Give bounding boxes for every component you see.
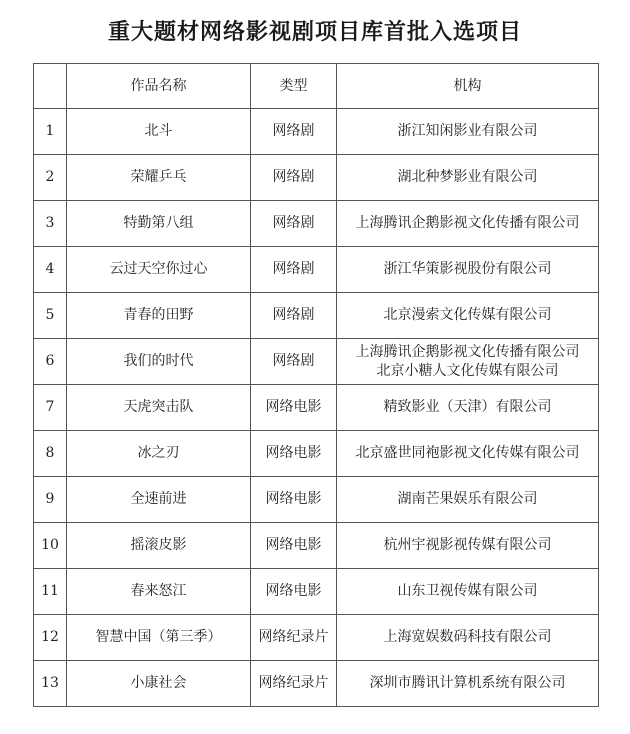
table-row — [34, 569, 599, 615]
cell-number: 3 — [34, 201, 67, 247]
cell-type: 网络纪录片 — [251, 661, 337, 707]
table-header-row — [34, 64, 599, 109]
cell-org — [337, 477, 599, 523]
table-row — [34, 339, 599, 385]
cell-name: 春来怒江 — [67, 569, 251, 615]
cell-name: 智慧中国（第三季） — [67, 615, 251, 661]
cell-org — [337, 661, 599, 707]
cell-type: 网络剧 — [251, 201, 337, 247]
cell-org — [337, 109, 599, 155]
cell-name: 全速前进 — [67, 477, 251, 523]
org-name: 精致影业（天津）有限公司 — [383, 399, 552, 415]
cell-name: 冰之刃 — [67, 431, 251, 477]
cell-type: 网络电影 — [251, 385, 337, 431]
cell-org — [337, 385, 599, 431]
cell-number: 2 — [34, 155, 67, 201]
cell-number: 8 — [34, 431, 67, 477]
cell-org — [337, 155, 599, 201]
table-row — [34, 523, 599, 569]
cell-type: 网络电影 — [251, 523, 337, 569]
cell-number: 9 — [34, 477, 67, 523]
cell-number: 10 — [34, 523, 67, 569]
cell-number: 12 — [34, 615, 67, 661]
cell-org — [337, 431, 599, 477]
table-row — [34, 109, 599, 155]
cell-number: 5 — [34, 293, 67, 339]
cell-type: 网络剧 — [251, 247, 337, 293]
org-name: 上海宽娱数码科技有限公司 — [383, 629, 552, 645]
cell-name: 天虎突击队 — [67, 385, 251, 431]
header-name: 作品名称 — [67, 64, 251, 109]
cell-number: 13 — [34, 661, 67, 707]
cell-name: 云过天空你过心 — [67, 247, 251, 293]
org-name: 山东卫视传媒有限公司 — [397, 583, 538, 599]
cell-type: 网络剧 — [251, 155, 337, 201]
cell-number: 4 — [34, 247, 67, 293]
cell-name: 青春的田野 — [67, 293, 251, 339]
cell-org — [337, 247, 599, 293]
table-row — [34, 293, 599, 339]
table-row — [34, 385, 599, 431]
org-name: 杭州宇视影视传媒有限公司 — [383, 537, 552, 553]
org-name: 上海腾讯企鹅影视文化传播有限公司 — [355, 343, 580, 360]
cell-name: 我们的时代 — [67, 339, 251, 385]
cell-name: 北斗 — [67, 109, 251, 155]
table-row — [34, 155, 599, 201]
cell-type: 网络电影 — [251, 431, 337, 477]
header-type: 类型 — [251, 64, 337, 109]
table-row — [34, 661, 599, 707]
cell-number: 11 — [34, 569, 67, 615]
org-name: 深圳市腾讯计算机系统有限公司 — [369, 675, 566, 691]
cell-type: 网络剧 — [251, 109, 337, 155]
org-name: 上海腾讯企鹅影视文化传播有限公司 — [355, 215, 580, 231]
cell-type: 网络电影 — [251, 569, 337, 615]
header-org: 机构 — [337, 64, 599, 109]
org-name: 浙江知闲影业有限公司 — [397, 123, 538, 139]
cell-number: 1 — [34, 109, 67, 155]
cell-org — [337, 201, 599, 247]
cell-name: 特勤第八组 — [67, 201, 251, 247]
cell-type: 网络电影 — [251, 477, 337, 523]
org-name: 湖南芒果娱乐有限公司 — [397, 491, 538, 507]
cell-org — [337, 615, 599, 661]
cell-number: 7 — [34, 385, 67, 431]
cell-name: 摇滚皮影 — [67, 523, 251, 569]
page-title: 重大题材网络影视剧项目库首批入选项目 — [107, 20, 522, 45]
table-row — [34, 201, 599, 247]
org-name: 北京小糖人文化传媒有限公司 — [376, 362, 559, 379]
cell-type: 网络剧 — [251, 339, 337, 385]
cell-name: 小康社会 — [67, 661, 251, 707]
org-name: 湖北种梦影业有限公司 — [397, 169, 538, 185]
table-row — [34, 431, 599, 477]
cell-type: 网络纪录片 — [251, 615, 337, 661]
cell-number: 6 — [34, 339, 67, 385]
org-name: 北京盛世同袍影视文化传媒有限公司 — [355, 445, 580, 461]
cell-name: 荣耀乒乓 — [67, 155, 251, 201]
cell-org — [337, 339, 599, 385]
cell-type: 网络剧 — [251, 293, 337, 339]
header-number — [34, 64, 67, 109]
cell-org — [337, 523, 599, 569]
cell-org — [337, 569, 599, 615]
table-row — [34, 247, 599, 293]
table-row — [34, 477, 599, 523]
table-body — [34, 109, 599, 707]
cell-org — [337, 293, 599, 339]
table-row — [34, 615, 599, 661]
project-table — [33, 63, 599, 707]
org-name: 浙江华策影视股份有限公司 — [383, 261, 552, 277]
org-name: 北京漫索文化传媒有限公司 — [383, 307, 552, 323]
